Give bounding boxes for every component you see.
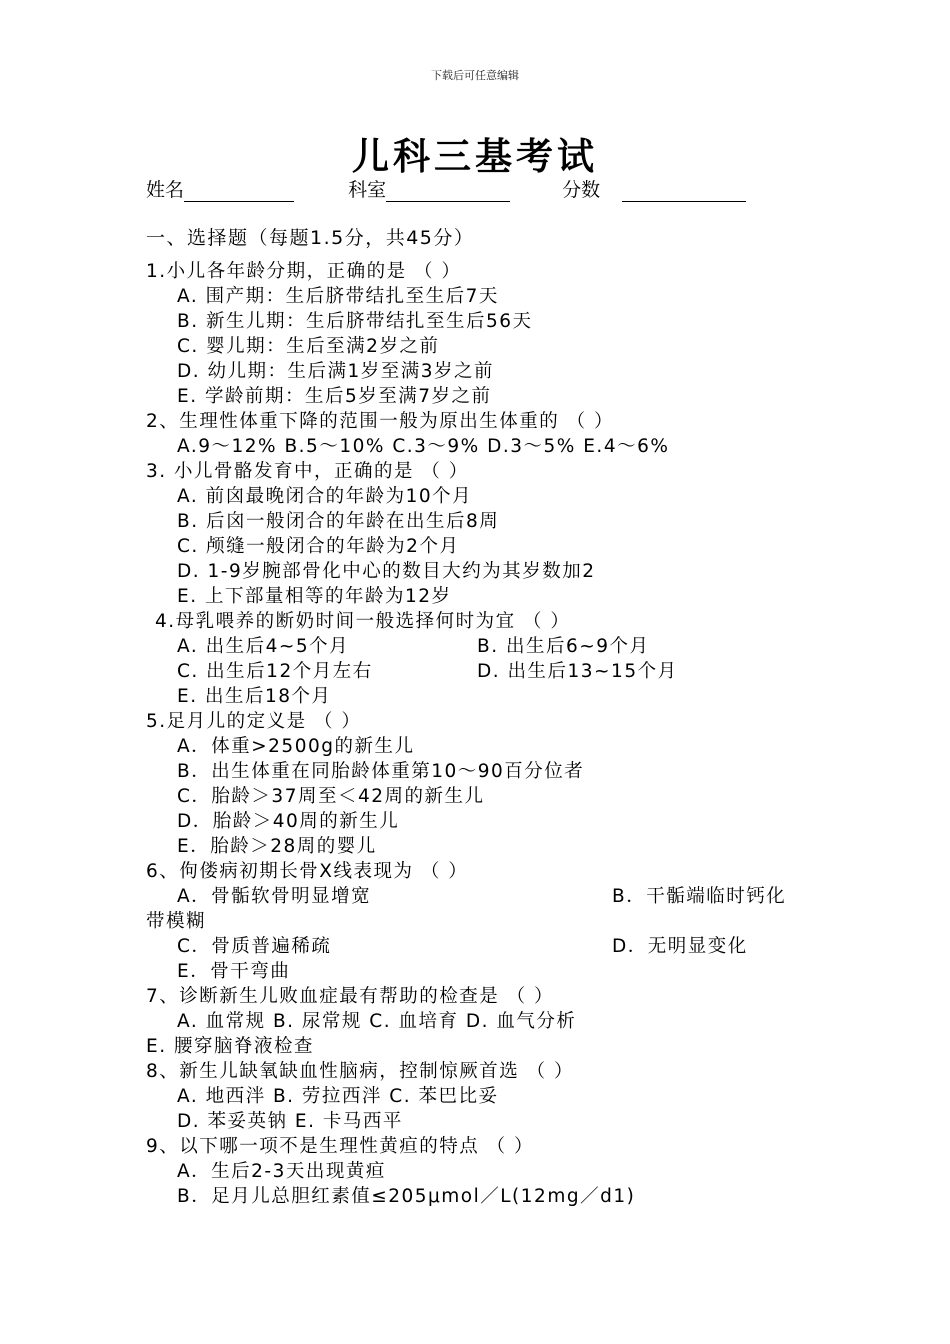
option-line: A．体重>2500g的新生儿 [177,736,415,757]
question-3: 3. 小儿骨骼发育中，正确的是 （ ） [146,461,469,482]
option-line: B．干骺端临时钙化 [612,886,787,907]
option-line: D. 出生后13~15个月 [477,661,678,682]
option-line: C．胎龄＞37周至＜42周的新生儿 [177,786,485,807]
option-line: C. 出生后12个月左右 [177,661,373,682]
exam-title: 儿科三基考试 [352,135,598,178]
name-field [146,175,294,202]
section-heading: 一、选择题（每题1.5分，共45分） [146,227,475,249]
option-line: D. 苯妥英钠 E. 卡马西平 [177,1111,403,1132]
option-line: D. 1-9岁腕部骨化中心的数目大约为其岁数加2 [177,561,596,582]
option-line: A. 出生后4~5个月 [177,636,350,657]
option-line: C. 婴儿期：生后至满2岁之前 [177,336,440,357]
option-line: D. 幼儿期：生后满1岁至满3岁之前 [177,361,495,382]
question-8: 8、新生儿缺氧缺血性脑病，控制惊厥首选 （ ） [146,1061,575,1082]
option-line: A. 血常规 B. 尿常规 C. 血培育 D. 血气分析 [177,1011,577,1032]
option-line: E. 上下部量相等的年龄为12岁 [177,586,452,607]
option-line: A. 地西泮 B. 劳拉西泮 C. 苯巴比妥 [177,1086,499,1107]
option-line: B．足月儿总胆红素值≤205μmol／L(12mg／d1) [177,1186,636,1207]
score-field [562,175,746,202]
question-1: 1.小儿各年龄分期，正确的是 （ ） [146,261,462,282]
option-line: E. 腰穿脑脊液检查 [146,1036,314,1057]
score-blank [622,181,746,202]
dept-field [348,175,510,202]
option-line: A．骨骺软骨明显增宽 [177,886,372,907]
option-line: E. 出生后18个月 [177,686,332,707]
question-5: 5.足月儿的定义是 （ ） [146,711,362,732]
option-line: D．胎龄＞40周的新生儿 [177,811,400,832]
score-label: 分数 [562,179,601,201]
option-line: E. 学龄前期：生后5岁至满7岁之前 [177,386,492,407]
option-line: A．生后2-3天出现黄疸 [177,1161,386,1182]
name-label: 姓名 [146,179,185,201]
name-blank [184,181,294,202]
option-line: B．出生体重在同胎龄体重第10～90百分位者 [177,761,585,782]
question-9: 9、以下哪一项不是生理性黄疸的特点 （ ） [146,1136,535,1157]
option-line: B. 新生儿期：生后脐带结扎至生后56天 [177,311,533,332]
question-7: 7、诊断新生儿败血症最有帮助的检查是 （ ） [146,986,555,1007]
info-fields [146,175,786,202]
option-line: A. 围产期：生后脐带结扎至生后7天 [177,286,499,307]
option-line: C．骨质普遍稀疏 [177,936,332,957]
option-line-wrap: 带模糊 [146,911,207,932]
header-note: 下载后可任意编辑 [431,69,519,82]
option-line: B. 后囟一般闭合的年龄在出生后8周 [177,511,500,532]
option-line: E．胎龄＞28周的婴儿 [177,836,377,857]
option-line: D．无明显变化 [612,936,748,957]
option-line: A.9～12% B.5～10% C.3～9% D.3～5% E.4～6% [177,436,670,457]
question-2: 2、生理性体重下降的范围一般为原出生体重的 （ ） [146,411,615,432]
option-line: A. 前囟最晚闭合的年龄为10个月 [177,486,473,507]
question-6: 6、佝偻病初期长骨X线表现为 （ ） [146,861,469,882]
question-4: 4.母乳喂养的断奶时间一般选择何时为宜 （ ） [155,611,571,632]
option-line: C. 颅缝一般闭合的年龄为2个月 [177,536,460,557]
option-line: B. 出生后6~9个月 [477,636,650,657]
dept-label: 科室 [348,179,387,201]
dept-blank [386,181,510,202]
option-line: E．骨干弯曲 [177,961,291,982]
